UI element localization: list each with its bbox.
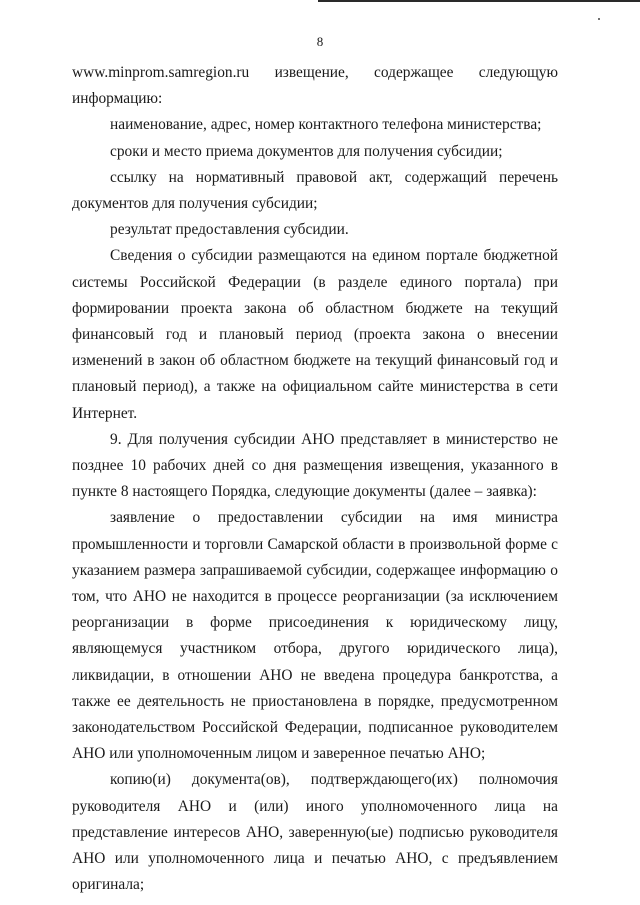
intro-word-1: извещение,	[274, 64, 349, 81]
document-body	[72, 60, 558, 899]
paragraph-application: заявление о предоставлении субсидии на имя министра промышленности и торговли Самарской области в произвольной форме с указанием размера запрашиваемой субсидии, содержащее информацию о том, что АНО не находится в процессе реорганизации (за исключением реорганизации в форме присоединения к юридическому лицу, являющемуся участником отбора, другого юридического лица), ликвидации, в отношении АНО не введена процедура банкротства, а также ее деятельность не приостановлена в порядке, предусмотренном законодательством Российской Федерации, подписанное руководителем АНО или уполномоченным лицом и заверенное печатью АНО;	[72, 509, 558, 763]
scan-speck	[598, 18, 600, 20]
paragraph-copy-documents: копию(и) документа(ов), подтверждающего(их) полномочия руководителя АНО и (или) иного уполномоченного лица на представление интересов АНО, заверенную(ые) подписью руководителя АНО или уполномоченного лица и печатью АНО, с предъявлением оригинала;	[72, 771, 558, 894]
intro-line	[72, 60, 558, 86]
paragraph-subsidy-info: Сведения о субсидии размещаются на едином портале бюджетной системы Российской Федерации (в разделе единого портала) при формировании проекта закона об областном бюджете на текущий финансовый год и плановый период (проекта закона о внесении изменений в закон об областном бюджете на текущий финансовый год и плановый период), а также на официальном сайте министерства в сети Интернет.	[72, 247, 558, 422]
page-number: 8	[316, 34, 324, 49]
paragraph-9: 9. Для получения субсидии АНО представляет в министерство не позднее 10 рабочих дней со дня размещения извещения, указанного в пункте 8 настоящего Порядка, следующие документы (далее – заявка):	[72, 430, 558, 501]
intro-word-3: следующую	[478, 64, 558, 81]
list-item-deadlines: сроки и место приема документов для получения субсидии;	[110, 142, 503, 160]
list-item-result: результат предоставления субсидии.	[110, 221, 349, 239]
list-item-name-address: наименование, адрес, номер контактного телефона министерства;	[110, 116, 542, 134]
website-url: www.minprom.samregion.ru	[72, 64, 250, 81]
list-item-legal-act: ссылку на нормативный правовой акт, содержащий перечень документов для получения субсидии;	[72, 168, 558, 213]
scan-border	[318, 0, 640, 2]
intro-continuation: информацию:	[72, 90, 163, 108]
intro-word-2: содержащее	[374, 64, 454, 81]
